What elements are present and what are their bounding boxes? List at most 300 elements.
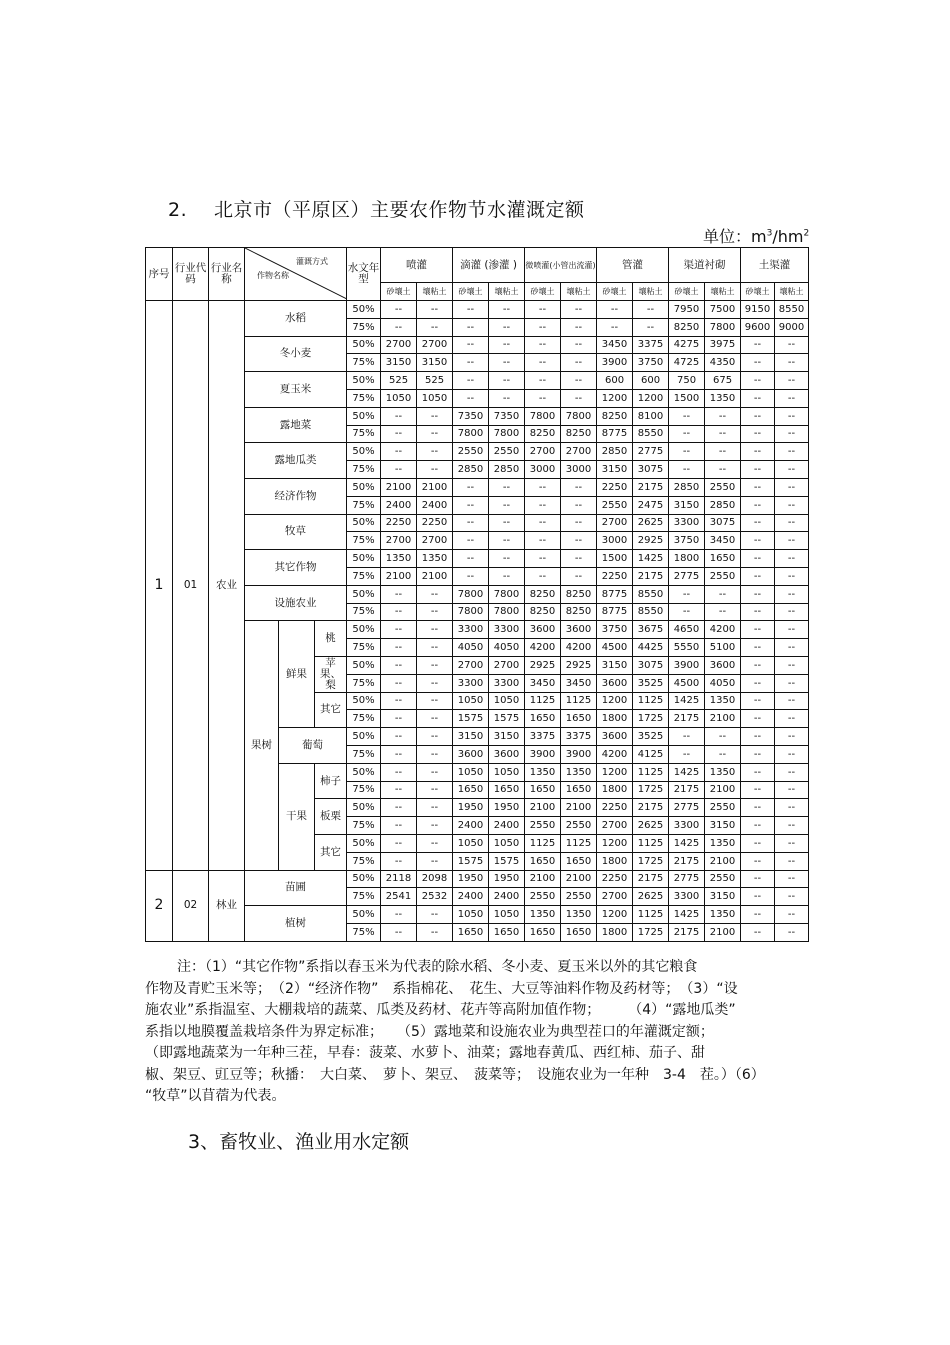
quota-cell: 1650 [453,923,489,941]
table-row [146,336,809,354]
header-soil: 壤粘土 [775,283,809,301]
quota-cell: 3000 [561,461,597,479]
quota-cell: -- [381,656,417,674]
quota-cell: 3150 [705,817,741,835]
quota-cell: 7800 [489,603,525,621]
hydro-year-cell: 50% [347,834,381,852]
header-method-pipe: 管灌 [597,248,669,283]
quota-cell: -- [775,799,809,817]
row-label: 板栗 [315,799,347,835]
quota-cell: 1125 [561,834,597,852]
quota-cell: 3150 [597,656,633,674]
quota-cell: 2250 [381,514,417,532]
quota-cell: 2400 [453,817,489,835]
header-row-1 [146,248,809,283]
header-soil: 壤粘土 [633,283,669,301]
quota-cell: -- [775,478,809,496]
quota-cell: -- [417,799,453,817]
header-soil: 砂壤土 [525,283,561,301]
row-label: 01 [173,301,209,871]
quota-cell: 1800 [597,710,633,728]
quota-cell: -- [741,888,775,906]
hydro-year-cell: 50% [347,336,381,354]
hydro-year-cell: 50% [347,407,381,425]
quota-cell: -- [741,567,775,585]
quota-cell: 1950 [489,870,525,888]
quota-cell: 1200 [597,389,633,407]
row-label: 露地瓜类 [245,443,347,479]
quota-cell: 2550 [705,870,741,888]
quota-cell: -- [525,301,561,319]
quota-cell: -- [525,567,561,585]
note-line: “牧草”以苜蓿为代表。 [145,1088,286,1104]
hydro-year-cell: 50% [347,585,381,603]
quota-cell: -- [741,728,775,746]
quota-cell: 1800 [597,923,633,941]
quota-cell: 2100 [705,710,741,728]
quota-cell: 1650 [561,923,597,941]
quota-cell: 2100 [561,799,597,817]
hydro-year-cell: 75% [347,389,381,407]
hydro-year-cell: 50% [347,372,381,390]
quota-cell: -- [741,354,775,372]
quota-cell: 1050 [381,389,417,407]
quota-cell: 4200 [597,745,633,763]
quota-cell: 2400 [381,496,417,514]
quota-cell: 3300 [669,888,705,906]
quota-cell: 2625 [633,514,669,532]
quota-cell: 1650 [489,923,525,941]
note-line: 施农业”系指温室、大棚栽培的蔬菜、瓜类及药材、花卉等高附加值作物； （4）“露地瓜类” [145,1002,736,1018]
quota-cell: -- [417,585,453,603]
header-soil: 壤粘土 [417,283,453,301]
quota-cell: 3600 [705,656,741,674]
quota-cell: 1350 [525,906,561,924]
row-label: 苹果、梨 [315,656,347,692]
quota-cell: 2100 [525,870,561,888]
quota-cell: 2625 [633,888,669,906]
quota-cell: -- [741,425,775,443]
quota-cell: -- [453,514,489,532]
quota-cell: 1425 [669,763,705,781]
quota-cell: -- [453,389,489,407]
row-label: 其它 [315,834,347,870]
hydro-year-cell: 75% [347,603,381,621]
hydro-year-cell: 75% [347,496,381,514]
quota-cell: -- [741,834,775,852]
quota-cell: 4350 [705,354,741,372]
quota-cell: 1575 [489,852,525,870]
quota-cell: 5550 [669,639,705,657]
quota-cell: 1350 [705,692,741,710]
quota-cell: -- [741,799,775,817]
quota-cell: 2175 [633,870,669,888]
table-row [146,443,809,461]
quota-cell: -- [381,407,417,425]
section-title-text: 北京市（平原区）主要农作物节水灌溉定额 [214,199,585,221]
quota-cell: -- [525,514,561,532]
quota-cell: 3150 [669,496,705,514]
row-label: 柿子 [315,763,347,799]
quota-cell: -- [381,763,417,781]
header-soil: 砂壤土 [597,283,633,301]
quota-cell: 4200 [561,639,597,657]
quota-cell: 1575 [453,852,489,870]
quota-cell: -- [525,478,561,496]
quota-cell: 2541 [381,888,417,906]
quota-cell: 1425 [669,834,705,852]
quota-cell: -- [489,336,525,354]
header-industry-code: 行业代码 [173,248,209,301]
table-row [146,621,809,639]
quota-cell: 2775 [633,443,669,461]
header-soil: 砂壤土 [741,283,775,301]
quota-cell: -- [453,301,489,319]
quota-cell: 2850 [597,443,633,461]
hydro-year-cell: 50% [347,870,381,888]
quota-cell: 7350 [489,407,525,425]
quota-cell: -- [381,781,417,799]
quota-cell: 1425 [633,550,669,568]
quota-cell: -- [489,550,525,568]
quota-cell: -- [417,425,453,443]
quota-cell: -- [381,745,417,763]
quota-cell: 3450 [705,532,741,550]
note-line: （即露地蔬菜为一年种三茬，早春：菠菜、水萝卜、油菜；露地春黄瓜、西红柿、茄子、甜 [145,1045,705,1061]
quota-cell: 1125 [525,834,561,852]
quota-cell: 1725 [633,923,669,941]
row-label: 1 [146,301,173,871]
quota-cell: -- [775,567,809,585]
quota-cell: -- [489,532,525,550]
quota-cell: 2400 [417,496,453,514]
quota-cell: 2850 [705,496,741,514]
quota-cell: 1200 [597,834,633,852]
quota-cell: -- [741,674,775,692]
quota-cell: -- [381,692,417,710]
hydro-year-cell: 50% [347,906,381,924]
hydro-year-cell: 75% [347,745,381,763]
quota-cell: 2700 [381,532,417,550]
quota-cell: 2700 [417,336,453,354]
quota-cell: 9600 [741,318,775,336]
quota-cell: -- [775,639,809,657]
quota-cell: 1425 [669,692,705,710]
quota-cell: -- [381,461,417,479]
quota-cell: 1800 [597,852,633,870]
quota-cell: -- [741,496,775,514]
hydro-year-cell: 75% [347,888,381,906]
quota-cell: 2475 [633,496,669,514]
quota-cell: 2550 [561,888,597,906]
quota-cell: -- [417,906,453,924]
quota-cell: 7350 [453,407,489,425]
row-label: 牧草 [245,514,347,550]
hydro-year-cell: 50% [347,763,381,781]
quota-cell: 2700 [597,514,633,532]
quota-cell: -- [381,639,417,657]
row-label: 桃 [315,621,347,657]
quota-cell: -- [525,550,561,568]
quota-cell: 2250 [597,870,633,888]
quota-cell: -- [561,301,597,319]
quota-cell: 1125 [633,834,669,852]
hydro-year-cell: 75% [347,461,381,479]
quota-cell: 1050 [489,906,525,924]
quota-cell: -- [453,550,489,568]
quota-cell: 2550 [561,817,597,835]
quota-cell: -- [669,425,705,443]
quota-cell: -- [561,372,597,390]
quota-cell: -- [597,301,633,319]
quota-cell: 3750 [597,621,633,639]
quota-cell: -- [775,834,809,852]
quota-cell: -- [417,692,453,710]
quota-cell: -- [453,336,489,354]
quota-cell: 3150 [705,888,741,906]
quota-cell: 1575 [489,710,525,728]
quota-cell: 2118 [381,870,417,888]
quota-cell: 8250 [525,585,561,603]
quota-cell: 1050 [453,906,489,924]
quota-cell: 600 [633,372,669,390]
quota-cell: -- [597,318,633,336]
quota-cell: 2100 [561,870,597,888]
quota-cell: -- [775,532,809,550]
quota-cell: -- [381,817,417,835]
quota-cell: -- [775,425,809,443]
quota-cell: -- [775,870,809,888]
quota-cell: 1725 [633,781,669,799]
quota-cell: 2400 [453,888,489,906]
quota-cell: -- [453,372,489,390]
quota-cell: 1650 [561,852,597,870]
quota-cell: 3300 [453,674,489,692]
quota-cell: -- [561,336,597,354]
quota-cell: -- [417,443,453,461]
quota-cell: -- [741,656,775,674]
quota-cell: -- [561,318,597,336]
quota-cell: 4050 [453,639,489,657]
row-label: 设施农业 [245,585,347,621]
quota-cell: 2100 [705,781,741,799]
quota-cell: -- [381,301,417,319]
note-line: 注：（1）“其它作物”系指以春玉米为代表的除水稻、冬小麦、夏玉米以外的其它粮食 [177,959,698,975]
header-hydro: 水文年型 [347,248,381,301]
row-label: 葡萄 [279,728,347,764]
row-label: 水稻 [245,301,347,337]
quota-cell: -- [705,443,741,461]
hydro-year-cell: 75% [347,923,381,941]
quota-cell: 3150 [597,461,633,479]
quota-cell: 1350 [381,550,417,568]
quota-cell: -- [489,354,525,372]
hydro-year-cell: 75% [347,781,381,799]
quota-cell: -- [561,550,597,568]
table-row [146,301,809,319]
row-label: 植树 [245,906,347,942]
quota-cell: 1350 [417,550,453,568]
quota-cell: 2700 [489,656,525,674]
hydro-year-cell: 50% [347,514,381,532]
row-label: 冬小麦 [245,336,347,372]
table-row [146,407,809,425]
quota-cell: -- [669,443,705,461]
quota-cell: -- [669,728,705,746]
quota-cell: 2775 [669,870,705,888]
quota-cell: -- [775,461,809,479]
quota-cell: -- [775,496,809,514]
quota-cell: 2400 [489,817,525,835]
quota-cell: 1050 [489,692,525,710]
quota-cell: -- [775,550,809,568]
quota-cell: 2100 [705,852,741,870]
quota-cell: 1650 [525,923,561,941]
hydro-year-cell: 75% [347,817,381,835]
quota-cell: 3600 [597,674,633,692]
quota-cell: 1125 [633,906,669,924]
quota-cell: 2550 [525,888,561,906]
quota-cell: 2550 [597,496,633,514]
quota-cell: 1200 [597,692,633,710]
quota-cell: 1050 [453,834,489,852]
quota-cell: -- [489,496,525,514]
quota-cell: 3000 [597,532,633,550]
quota-cell: 4275 [669,336,705,354]
quota-cell: 4200 [705,621,741,639]
quota-cell: -- [741,817,775,835]
quota-cell: 5100 [705,639,741,657]
quota-cell: -- [775,745,809,763]
quota-cell: 1650 [525,852,561,870]
quota-cell: 4500 [669,674,705,692]
quota-cell: 8250 [525,603,561,621]
quota-cell: 1800 [597,781,633,799]
header-soil: 砂壤土 [453,283,489,301]
quota-cell: 1050 [489,834,525,852]
quota-cell: -- [741,372,775,390]
quota-cell: 2700 [597,888,633,906]
quota-cell: 9000 [775,318,809,336]
quota-cell: -- [489,301,525,319]
quota-cell: 1350 [561,906,597,924]
quota-cell: 8775 [597,603,633,621]
quota-cell: 8550 [633,425,669,443]
hydro-year-cell: 50% [347,478,381,496]
quota-cell: -- [775,923,809,941]
quota-cell: 3300 [489,621,525,639]
quota-cell: 2100 [381,478,417,496]
quota-cell: 4050 [705,674,741,692]
quota-cell: 8250 [597,407,633,425]
quota-cell: -- [775,336,809,354]
header-diagonal [245,248,347,301]
quota-cell: -- [775,621,809,639]
header-soil: 砂壤土 [669,283,705,301]
row-label: 苗圃 [245,870,347,906]
quota-cell: -- [417,301,453,319]
quota-cell: 3075 [633,656,669,674]
quota-cell: 8550 [633,603,669,621]
quota-cell: -- [561,389,597,407]
quota-cell: 1125 [561,692,597,710]
quota-cell: -- [417,781,453,799]
quota-cell: 1050 [453,763,489,781]
quota-cell: -- [561,478,597,496]
quota-cell: 8100 [633,407,669,425]
quota-cell: 3375 [525,728,561,746]
quota-cell: 2700 [525,443,561,461]
quota-cell: -- [417,817,453,835]
quota-cell: 2100 [381,567,417,585]
header-soil: 砂壤土 [381,283,417,301]
hydro-year-cell: 75% [347,425,381,443]
quota-cell: 1950 [453,870,489,888]
quota-cell: -- [705,425,741,443]
quota-cell: 1725 [633,710,669,728]
quota-cell: 3075 [705,514,741,532]
table-row [146,585,809,603]
quota-cell: 4125 [633,745,669,763]
quota-cell: -- [775,656,809,674]
quota-cell: -- [741,639,775,657]
quota-cell: 3525 [633,674,669,692]
quota-cell: 1500 [669,389,705,407]
quota-cell: -- [775,674,809,692]
note-line: 作物及青贮玉米等； （2）“经济作物” 系指棉花、 花生、大豆等油料作物及药材等； （3）“设 [145,980,738,997]
quota-cell: -- [525,532,561,550]
quota-cell: 7500 [705,301,741,319]
quota-cell: -- [453,496,489,514]
quota-cell: 1125 [633,692,669,710]
quota-cell: 2850 [669,478,705,496]
quota-cell: 1350 [561,763,597,781]
quota-cell: 3600 [489,745,525,763]
quota-cell: 2850 [489,461,525,479]
quota-cell: 2925 [561,656,597,674]
header-method-label: 灌溉方式 [296,257,329,266]
quota-cell: -- [775,817,809,835]
quota-cell: -- [525,354,561,372]
quota-cell: -- [775,407,809,425]
quota-cell: 3900 [597,354,633,372]
quota-cell: 1050 [489,763,525,781]
quota-cell: 7800 [525,407,561,425]
quota-cell: 3525 [633,728,669,746]
quota-cell: 2850 [453,461,489,479]
quota-cell: 3300 [669,514,705,532]
quota-cell: -- [669,745,705,763]
quota-cell: -- [489,372,525,390]
table-row [146,870,809,888]
quota-cell: 2700 [453,656,489,674]
quota-cell: 7800 [453,585,489,603]
quota-cell: -- [489,389,525,407]
quota-cell: 3150 [417,354,453,372]
quota-cell: 4200 [525,639,561,657]
quota-cell: 8250 [561,603,597,621]
quota-cell: -- [775,781,809,799]
quota-cell: 1650 [489,781,525,799]
quota-cell: -- [741,781,775,799]
quota-cell: -- [381,674,417,692]
note-line: 椒、架豆、豇豆等；秋播： 大白菜、 萝卜、架豆、 菠菜等； 设施农业为一年种 3-4 茬。）（6） [145,1066,765,1083]
quota-cell: -- [561,496,597,514]
quota-cell: 2700 [417,532,453,550]
quota-cell: -- [417,728,453,746]
quota-cell: 1350 [705,834,741,852]
hydro-year-cell: 50% [347,301,381,319]
